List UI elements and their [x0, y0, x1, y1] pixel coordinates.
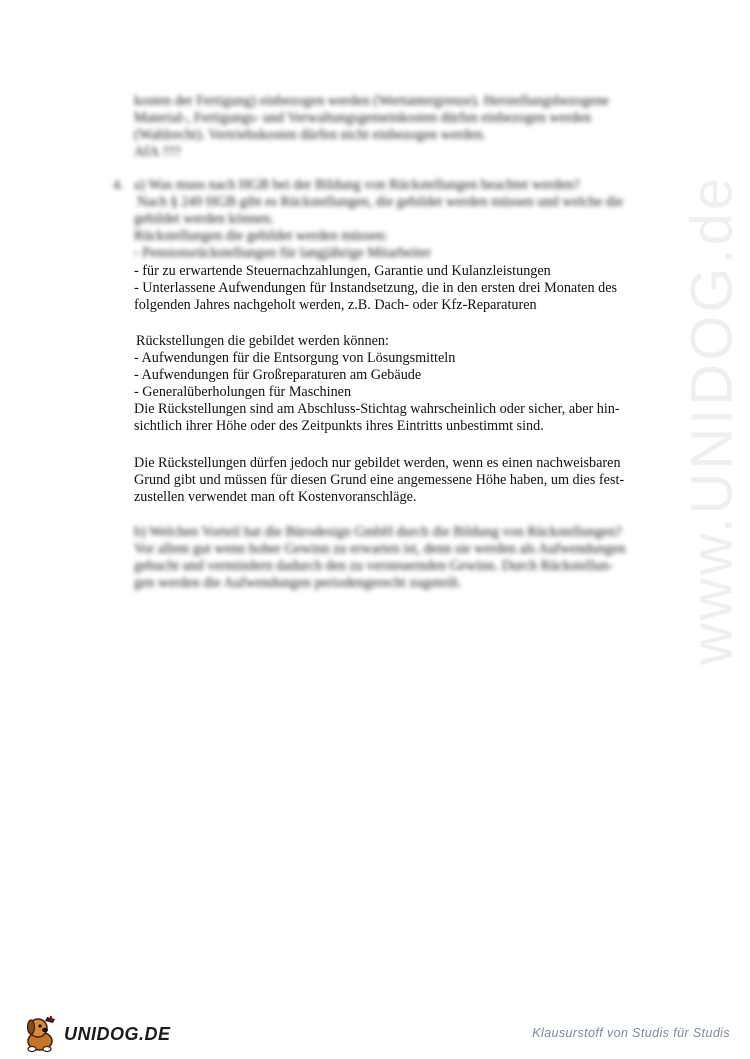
must-item: - Unterlassene Aufwendungen für Instandsetzung, die in den ersten drei Monaten des [134, 280, 618, 296]
question-number: 4. [113, 178, 124, 193]
question-4b-title: b) Welchen Vorteil hat die Bürodesign GmbH durch die Bildung von Rückstellungen? [134, 524, 622, 540]
unidog-logo[interactable] [20, 1014, 171, 1054]
logo-text: UNIDOG.DE [64, 1023, 171, 1044]
blurred-line: gebildet werden können. [134, 211, 274, 227]
can-item: - Generalüberholungen für Maschinen [134, 384, 352, 400]
paragraph-line: Die Rückstellungen sind am Abschluss-Stichtag wahrscheinlich oder sicher, aber hin- [134, 401, 620, 417]
blurred-line: gen werden die Aufwendungen periodengerecht zugeteilt. [134, 575, 462, 591]
must-item: - für zu erwartende Steuernachzahlungen, Garantie und Kulanzleistungen [134, 263, 551, 279]
question-4a-title: a) Was muss nach HGB bei der Bildung von Rückstellungen beachtet werden? [134, 177, 580, 193]
blurred-line: Vor allem gut wenn hoher Gewinn zu erwarten ist, denn sie werden als Aufwendungen [134, 541, 626, 557]
blurred-line: kosten der Fertigung) einbezogen werden (Wertuntergrenze). Herstellungsbezogene [134, 93, 609, 109]
blurred-line: Material-, Fertigungs- und Verwaltungsgemeinkosten dürfen einbezogen werden [134, 110, 592, 126]
paragraph-line: Grund gibt und müssen für diesen Grund eine angemessene Höhe haben, um dies fest- [134, 472, 625, 488]
can-item: - Aufwendungen für Großreparaturen am Gebäude [134, 367, 422, 383]
blurred-line: - Pensionsrückstellungen für langjährige Mitarbeiter [134, 245, 432, 261]
paragraph-line: sichtlich ihrer Höhe oder des Zeitpunkts ihres Eintritts unbestimmt sind. [134, 418, 544, 434]
can-item: - Aufwendungen für die Entsorgung von Lösungsmitteln [134, 350, 456, 366]
paragraph-line: zustellen verwendet man oft Kostenvoranschläge. [134, 489, 417, 505]
paragraph-line: Die Rückstellungen dürfen jedoch nur gebildet werden, wenn es einen nachweisbaren [134, 455, 621, 471]
blurred-line: Rückstellungen die gebildet werden müssen: [134, 228, 388, 244]
can-heading: Rückstellungen die gebildet werden können: [136, 333, 389, 349]
dog-mascot-icon [20, 1014, 62, 1054]
blurred-line: AfA ??? [134, 144, 181, 160]
blurred-line: gebucht und vermindern dadurch den zu versteuernden Gewinn. Durch Rückstellun- [134, 558, 614, 574]
watermark: www.UNIDOG.de [679, 174, 745, 666]
blurred-line: (Wahlrecht). Vertriebskosten dürfen nicht einbezogen werden. [134, 127, 486, 143]
must-item: folgenden Jahres nachgeholt werden, z.B. Dach- oder Kfz-Reparaturen [134, 297, 537, 313]
blurred-line: Nach § 249 HGB gibt es Rückstellungen, die gebildet werden müssen und welche die [137, 194, 624, 210]
footer-tagline: Klausurstoff von Studis für Studis [532, 1026, 730, 1040]
